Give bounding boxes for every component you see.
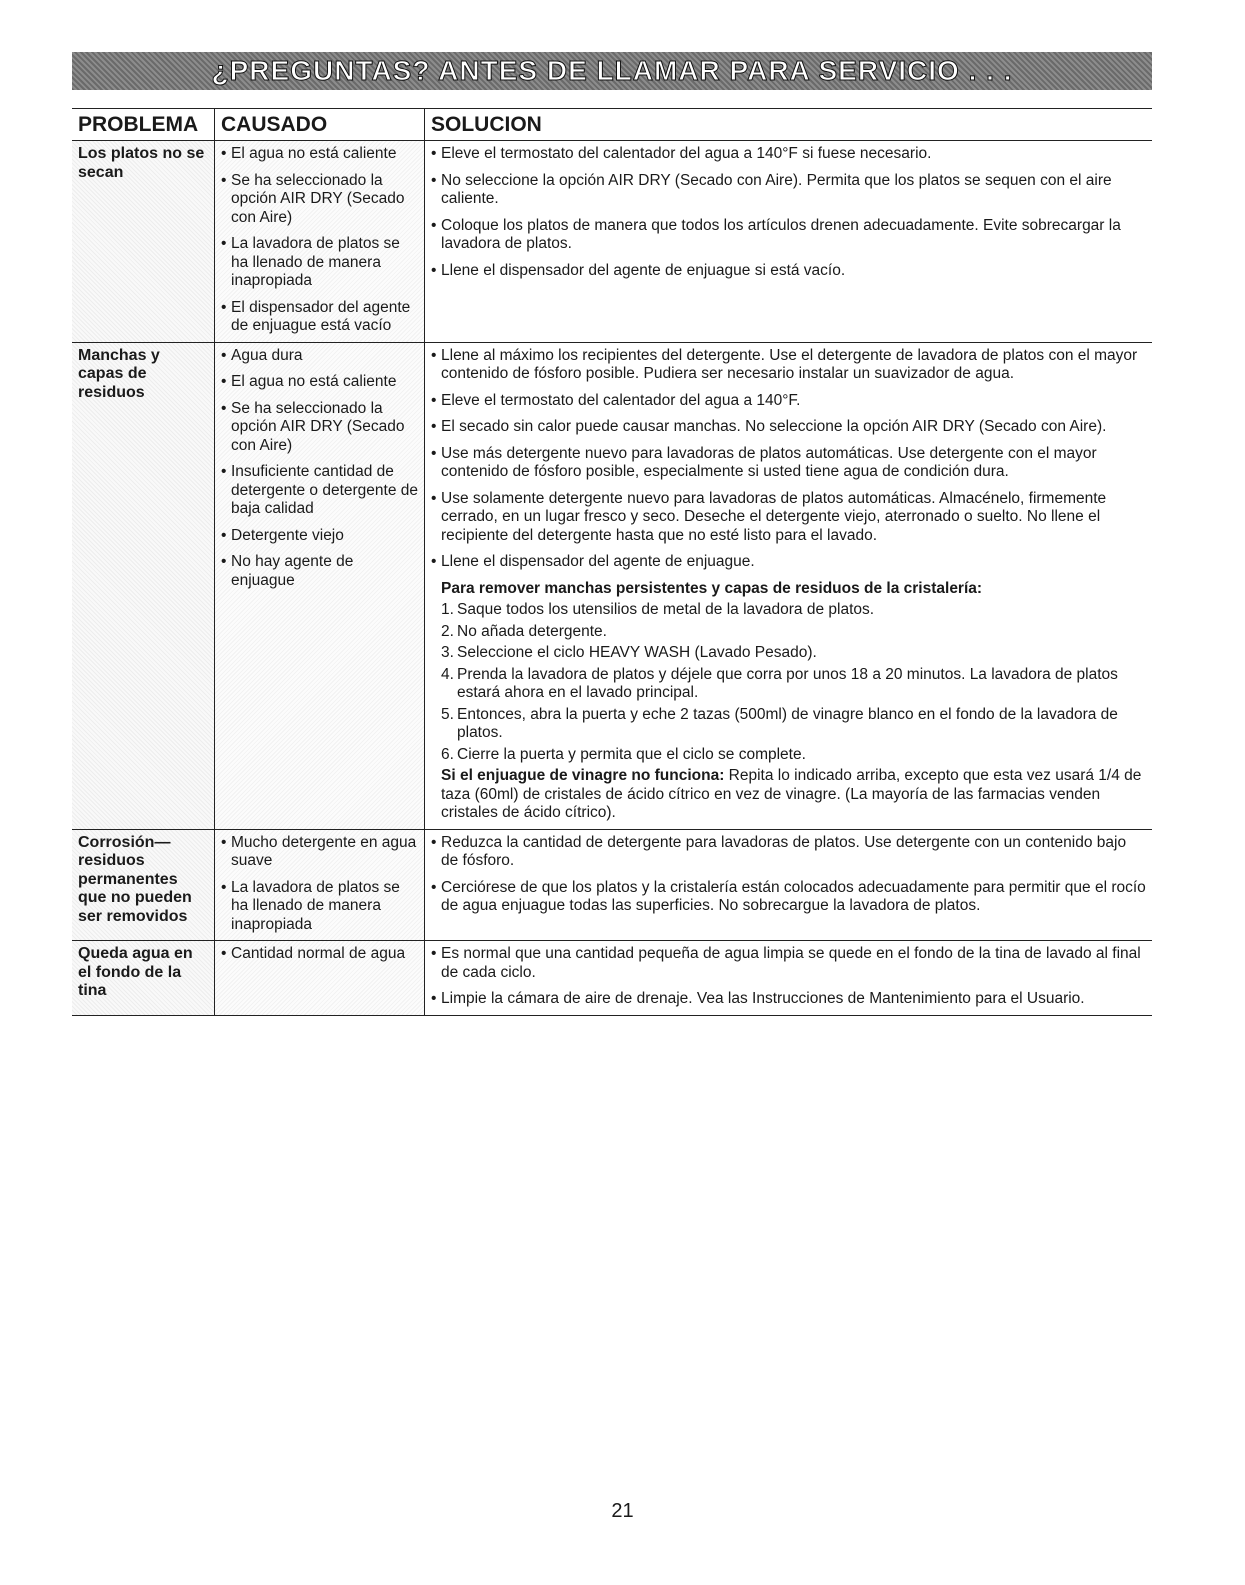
bullet-icon: • (221, 833, 227, 851)
banner-title: ¿PREGUNTAS? ANTES DE LLAMAR PARA SERVICIO . . . (211, 55, 1013, 86)
cause-item (221, 347, 418, 366)
bullet-icon: • (431, 444, 437, 462)
cause-text: Se ha seleccionado la opción AIR DRY (Secado con Aire) (231, 399, 405, 454)
bullet-icon: • (221, 298, 227, 316)
solution-cell (424, 830, 1152, 941)
note-bold: Si el enjuague de vinagre no funciona: (441, 767, 725, 784)
instruction-step (431, 601, 1146, 620)
bullet-icon: • (221, 553, 227, 570)
problem-cell: Corrosión— residuos permanentes que no pueden ser removidos (72, 830, 214, 941)
bullet-icon: • (431, 346, 437, 364)
bullet-icon: • (431, 418, 437, 435)
cause-text: El agua no está caliente (231, 145, 397, 162)
solution-item (431, 945, 1146, 982)
bullet-icon: • (221, 945, 227, 962)
solution-text: No seleccione la opción AIR DRY (Secado con Aire). Permita que los platos se sequen con el aire caliente. (441, 171, 1112, 207)
step-text: Seleccione el ciclo HEAVY WASH (Lavado Pesado). (457, 644, 817, 661)
cause-header: CAUSADO (214, 109, 424, 140)
solution-item (431, 217, 1146, 254)
instruction-step (431, 706, 1146, 743)
cause-cell (214, 343, 424, 829)
step-text: Prenda la lavadora de platos y déjele que corra por unos 18 a 20 minutos. La lavadora de platos estará ahora en el lavado principal. (457, 665, 1118, 701)
solution-item (431, 145, 1146, 164)
cause-item (221, 553, 418, 590)
cause-item (221, 834, 418, 871)
problem-header: PROBLEMA (78, 113, 199, 136)
solution-text: Llene al máximo los recipientes del detergente. Use el detergente de lavadora de platos con el mayor contenido de fósforo posible. Pudiera ser necesario instalar un suavizador de agua. (441, 346, 1138, 382)
cause-text: El agua no está caliente (231, 373, 397, 390)
bullet-icon: • (221, 399, 227, 417)
solution-text: El secado sin calor puede causar manchas. No seleccione la opción AIR DRY (Secado con Aire). (441, 418, 1107, 435)
cause-text: Cantidad normal de agua (231, 945, 406, 962)
bullet-icon: • (431, 171, 437, 189)
step-number: 2. (441, 622, 454, 640)
vinegar-note (431, 767, 1146, 823)
step-text: Entonces, abra la puerta y eche 2 tazas (500ml) de vinagre blanco en el fondo de la lavadora de platos. (457, 705, 1118, 741)
cause-item (221, 527, 418, 546)
bullet-icon: • (221, 526, 227, 544)
instruction-step (431, 644, 1146, 663)
solution-item (431, 879, 1146, 916)
solution-item (431, 553, 1146, 572)
solution-text: Cerciórese de que los platos y la cristalería están colocados adecuadamente para permitir que el rocío de agua enjuague todas las superficies. No sobrecargue la lavadora de platos. (441, 878, 1146, 914)
cause-item (221, 400, 418, 456)
instruction-step (431, 746, 1146, 765)
solution-text: Eleve el termostato del calentador del agua a 140°F si fuese necesario. (441, 145, 932, 162)
step-number: 5. (441, 705, 454, 723)
cause-item (221, 172, 418, 228)
table-row (72, 941, 1152, 1016)
step-number: 6. (441, 745, 454, 763)
table-row (72, 141, 1152, 343)
bullet-icon: • (431, 391, 437, 409)
bullet-icon: • (221, 373, 227, 390)
cause-text: Mucho detergente en agua suave (231, 833, 417, 869)
bullet-icon: • (431, 990, 437, 1007)
bullet-icon: • (221, 463, 227, 480)
instruction-step (431, 623, 1146, 642)
solution-item (431, 418, 1146, 437)
cause-item (221, 879, 418, 935)
solution-item (431, 262, 1146, 281)
cause-text: El dispensador del agente de enjuague está vacío (231, 298, 411, 334)
solution-item (431, 172, 1146, 209)
bullet-icon: • (221, 235, 227, 252)
step-number: 3. (441, 644, 454, 661)
step-number: 1. (441, 601, 454, 618)
table-row (72, 830, 1152, 942)
bullet-icon: • (431, 833, 437, 851)
solution-cell (424, 141, 1152, 342)
cause-item (221, 145, 418, 164)
cause-item (221, 373, 418, 392)
cause-item (221, 463, 418, 519)
bullet-icon: • (221, 145, 227, 162)
cause-item (221, 945, 418, 964)
solution-header: SOLUCION (424, 109, 1152, 140)
solution-text: Use más detergente nuevo para lavadoras de platos automáticas. Use detergente con el mayor contenido de fósforo posible, especialmente si usted tiene agua de condición dura. (441, 444, 1097, 480)
problem-cell: Manchas y capas de residuos (72, 343, 214, 829)
solution-text: Reduzca la cantidad de detergente para lavadoras de platos. Use detergente con un contenido bajo de fósforo. (441, 833, 1127, 869)
bullet-icon: • (431, 553, 437, 570)
bullet-icon: • (221, 878, 227, 896)
solution-text: Use solamente detergente nuevo para lavadoras de platos automáticas. Almacénelo, firmemente cerrado, en un lugar fresco y seco. Deseche el detergente viejo, aterronado o suelto. No llene el recipiente del detergente hasta que no esté listo para el lavado. (441, 489, 1107, 544)
page-number: 21 (611, 1500, 634, 1522)
solution-item (431, 990, 1146, 1009)
cause-cell (214, 141, 424, 342)
solution-text: Llene el dispensador del agente de enjuague. (441, 553, 755, 570)
solution-cell (424, 343, 1152, 829)
solution-text: Eleve el termostato del calentador del agua a 140°F. (441, 391, 801, 409)
solution-item (431, 834, 1146, 871)
cause-item (221, 235, 418, 291)
solution-text: Llene el dispensador del agente de enjuague si está vacío. (441, 261, 846, 279)
solution-text: Es normal que una cantidad pequeña de agua limpia se quede en el fondo de la tina de lavado al final de cada ciclo. (441, 945, 1141, 981)
bullet-icon: • (431, 489, 437, 507)
bullet-icon: • (431, 878, 437, 896)
bullet-icon: • (431, 145, 437, 162)
step-number: 4. (441, 665, 454, 683)
solution-text: Limpie la cámara de aire de drenaje. Vea las Instrucciones de Mantenimiento para el Usuario. (441, 990, 1085, 1007)
bullet-icon: • (431, 945, 437, 962)
solution-item (431, 392, 1146, 411)
bullet-icon: • (431, 261, 437, 279)
step-text: No añada detergente. (457, 622, 607, 640)
note-text: Repita lo indicado arriba, excepto que esta vez usará 1/4 de taza (60ml) de cristales de ácido cítrico en vez de vinagre. (La mayoría de las farmacias venden cristales de ácido cítrico). (441, 767, 1142, 821)
instructions-heading: Para remover manchas persistentes y capas de residuos de la cristalería: (441, 579, 983, 597)
page-banner (72, 52, 1152, 90)
cause-cell (214, 941, 424, 1015)
problem-cell: Queda agua en el fondo de la tina (72, 941, 214, 1015)
cause-text: Detergente viejo (231, 526, 344, 544)
cause-cell (214, 830, 424, 941)
cause-text: La lavadora de platos se ha llenado de manera inapropiada (231, 878, 400, 933)
solution-text: Coloque los platos de manera que todos los artículos drenen adecuadamente. Evite sobrecargar la lavadora de platos. (441, 216, 1121, 252)
cause-item (221, 299, 418, 336)
cause-text: No hay agente de enjuague (231, 553, 354, 589)
instruction-step (431, 666, 1146, 703)
solution-item (431, 445, 1146, 482)
cause-text: Se ha seleccionado la opción AIR DRY (Secado con Aire) (231, 171, 405, 226)
table-header-row (72, 109, 1152, 141)
step-text: Cierre la puerta y permita que el ciclo se complete. (457, 745, 806, 763)
cause-text: Insuficiente cantidad de detergente o detergente de baja calidad (231, 463, 419, 517)
solution-item (431, 347, 1146, 384)
cause-text: La lavadora de platos se ha llenado de manera inapropiada (231, 235, 400, 289)
cause-text: Agua dura (231, 346, 303, 364)
step-text: Saque todos los utensilios de metal de la lavadora de platos. (457, 601, 875, 618)
troubleshooting-table (72, 108, 1152, 1016)
bullet-icon: • (221, 346, 227, 364)
table-body (72, 141, 1152, 1016)
table-row (72, 343, 1152, 830)
solution-item (431, 490, 1146, 546)
bullet-icon: • (431, 216, 437, 234)
problem-cell: Los platos no se secan (72, 141, 214, 342)
solution-cell (424, 941, 1152, 1015)
bullet-icon: • (221, 171, 227, 189)
